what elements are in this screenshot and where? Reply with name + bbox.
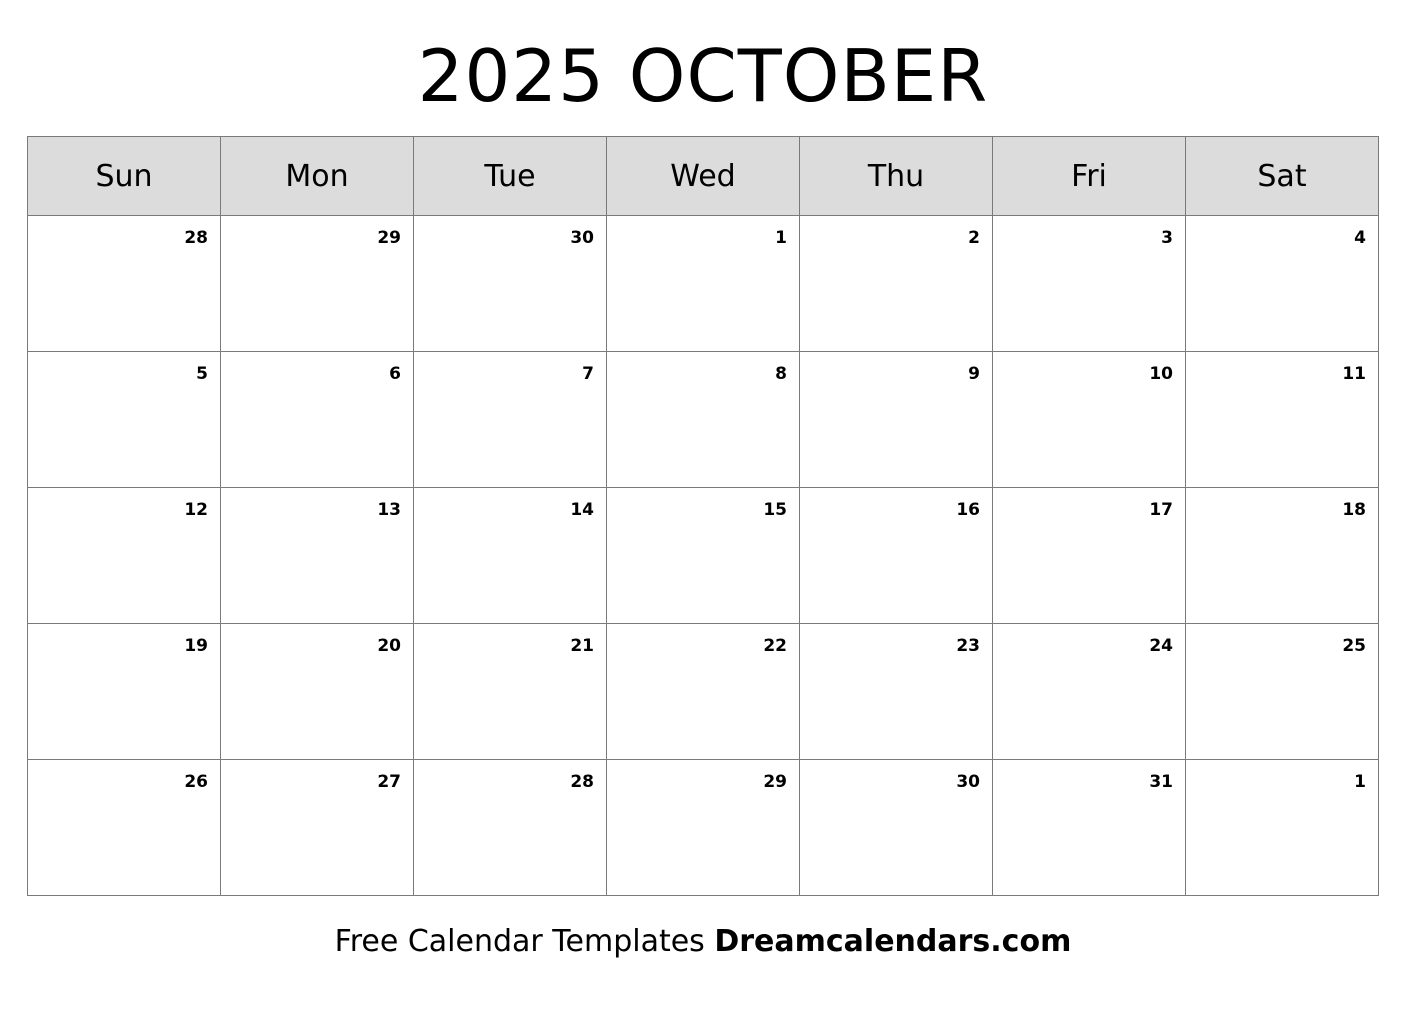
day-cell[interactable] <box>800 760 993 896</box>
day-cell[interactable] <box>221 760 414 896</box>
day-number: 19 <box>184 636 208 656</box>
weekday-header-wed: Wed <box>607 137 800 216</box>
footer <box>0 896 1406 959</box>
day-cell[interactable] <box>1186 624 1379 760</box>
day-number: 3 <box>1161 228 1173 248</box>
day-number: 5 <box>196 364 208 384</box>
calendar-week-row <box>28 760 1379 896</box>
day-cell[interactable] <box>800 352 993 488</box>
day-cell[interactable] <box>993 760 1186 896</box>
day-number: 17 <box>1149 500 1173 520</box>
day-cell[interactable] <box>414 624 607 760</box>
day-number: 7 <box>582 364 594 384</box>
day-cell[interactable] <box>607 624 800 760</box>
day-number: 18 <box>1342 500 1366 520</box>
day-cell[interactable] <box>993 352 1186 488</box>
day-number: 10 <box>1149 364 1173 384</box>
day-number: 29 <box>763 772 787 792</box>
day-cell[interactable] <box>414 488 607 624</box>
day-number: 1 <box>775 228 787 248</box>
day-cell[interactable] <box>607 760 800 896</box>
day-cell[interactable] <box>221 488 414 624</box>
footer-brand-link[interactable]: Dreamcalendars.com <box>714 924 1072 959</box>
day-number: 8 <box>775 364 787 384</box>
day-cell[interactable] <box>800 624 993 760</box>
day-number: 6 <box>389 364 401 384</box>
weekday-header-thu: Thu <box>800 137 993 216</box>
calendar-week-row <box>28 216 1379 352</box>
weekday-header-fri: Fri <box>993 137 1186 216</box>
page-title: 2025 OCTOBER <box>417 34 989 118</box>
calendar-week-row <box>28 488 1379 624</box>
day-number: 1 <box>1354 772 1366 792</box>
day-cell[interactable] <box>1186 216 1379 352</box>
day-cell[interactable] <box>607 488 800 624</box>
day-number: 12 <box>184 500 208 520</box>
day-number: 25 <box>1342 636 1366 656</box>
day-number: 15 <box>763 500 787 520</box>
day-cell[interactable] <box>800 216 993 352</box>
day-cell[interactable] <box>414 760 607 896</box>
weekday-header-row <box>28 137 1379 216</box>
weekday-header-mon: Mon <box>221 137 414 216</box>
day-cell[interactable] <box>1186 352 1379 488</box>
day-number: 14 <box>570 500 594 520</box>
day-number: 16 <box>956 500 980 520</box>
day-cell[interactable] <box>28 216 221 352</box>
day-number: 23 <box>956 636 980 656</box>
weekday-header-tue: Tue <box>414 137 607 216</box>
day-cell[interactable] <box>221 216 414 352</box>
calendar-week-row <box>28 352 1379 488</box>
day-number: 30 <box>570 228 594 248</box>
day-cell[interactable] <box>414 216 607 352</box>
day-cell[interactable] <box>28 760 221 896</box>
calendar-grid <box>27 136 1379 896</box>
day-number: 30 <box>956 772 980 792</box>
day-cell[interactable] <box>993 216 1186 352</box>
weekday-header-sun: Sun <box>28 137 221 216</box>
day-cell[interactable] <box>993 624 1186 760</box>
day-number: 13 <box>377 500 401 520</box>
weekday-header-sat: Sat <box>1186 137 1379 216</box>
day-cell[interactable] <box>1186 760 1379 896</box>
day-cell[interactable] <box>28 352 221 488</box>
day-number: 24 <box>1149 636 1173 656</box>
day-cell[interactable] <box>221 352 414 488</box>
day-number: 9 <box>968 364 980 384</box>
day-number: 26 <box>184 772 208 792</box>
calendar-week-row <box>28 624 1379 760</box>
day-number: 21 <box>570 636 594 656</box>
day-cell[interactable] <box>414 352 607 488</box>
day-cell[interactable] <box>221 624 414 760</box>
day-cell[interactable] <box>28 624 221 760</box>
day-cell[interactable] <box>1186 488 1379 624</box>
day-number: 2 <box>968 228 980 248</box>
day-cell[interactable] <box>28 488 221 624</box>
footer-free-text: Free Calendar Templates <box>334 924 715 959</box>
day-cell[interactable] <box>800 488 993 624</box>
day-number: 28 <box>570 772 594 792</box>
day-number: 27 <box>377 772 401 792</box>
day-cell[interactable] <box>993 488 1186 624</box>
day-number: 29 <box>377 228 401 248</box>
day-number: 4 <box>1354 228 1366 248</box>
day-cell[interactable] <box>607 352 800 488</box>
day-number: 31 <box>1149 772 1173 792</box>
day-number: 28 <box>184 228 208 248</box>
day-cell[interactable] <box>607 216 800 352</box>
day-number: 20 <box>377 636 401 656</box>
day-number: 11 <box>1342 364 1366 384</box>
day-number: 22 <box>763 636 787 656</box>
